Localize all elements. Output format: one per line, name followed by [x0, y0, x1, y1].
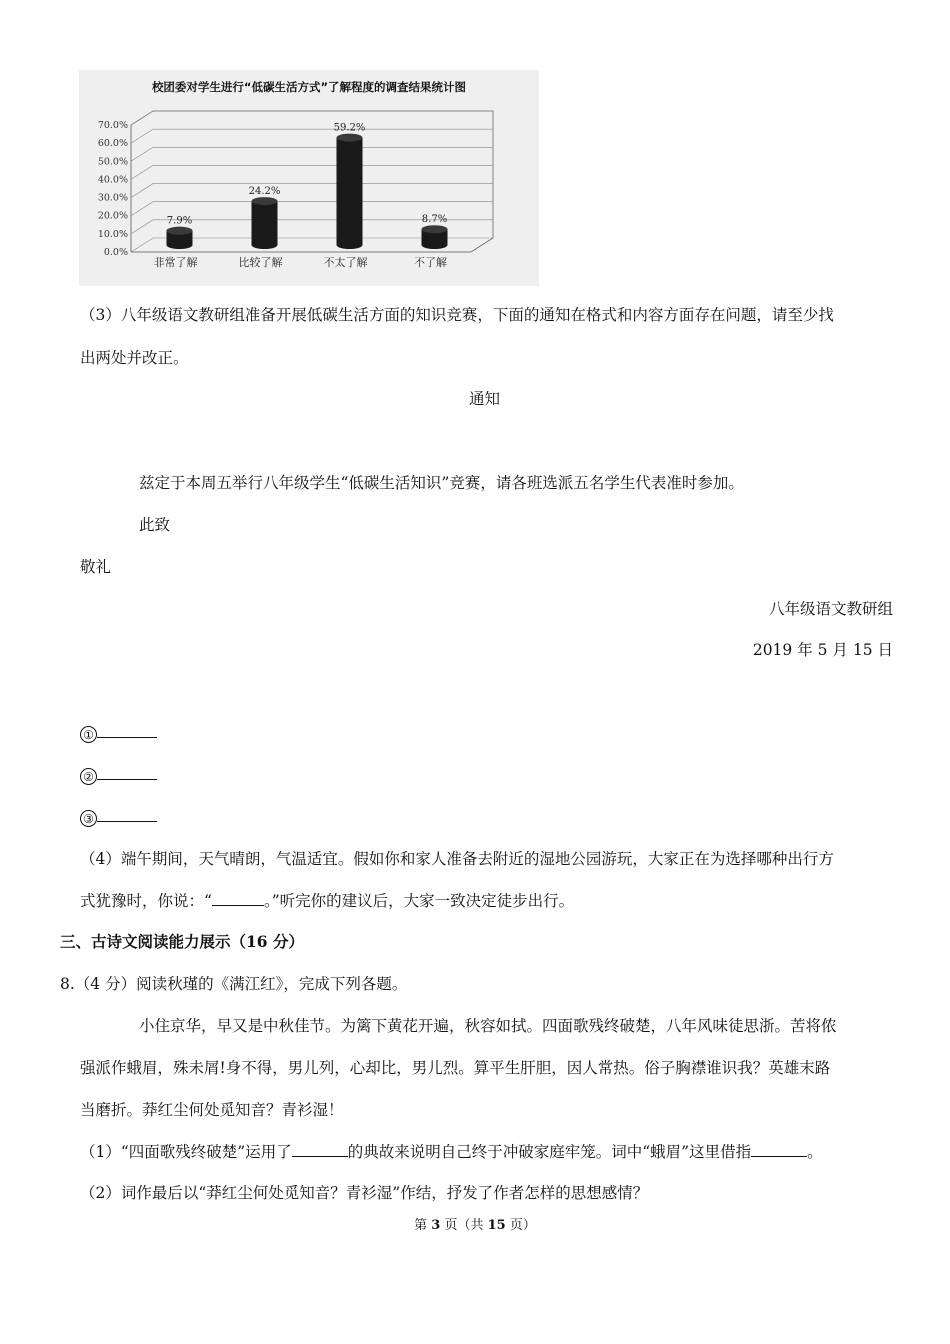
q4-line2-end: 。”听完你的建议后，大家一致决定徒步出行。	[263, 892, 575, 910]
answer-number-3: ③	[80, 810, 97, 827]
notice-body: 兹定于本周五举行八年级学生“低碳生活知识”竞赛，请各班选派五名学生代表准时参加。	[139, 474, 744, 492]
footer-prefix: 第	[414, 1218, 432, 1233]
poem-line-1: 小住京华，早又是中秋佳节。为篱下黄花开遍，秋容如拭。四面歌残终破楚，八年风味徒思浙。苦将侬	[139, 1017, 837, 1035]
answer-line-2	[80, 764, 157, 785]
bar-cap	[167, 227, 193, 235]
y-tick-label: 70.0%	[97, 120, 128, 131]
answer-line-3	[80, 806, 157, 827]
notice-closing-2: 敬礼	[80, 558, 112, 576]
section-3-heading: 三、古诗文阅读能力展示（16 分）	[60, 932, 304, 951]
answer-number-1: ①	[80, 726, 97, 743]
notice-signer: 八年级语文教研组	[768, 600, 893, 618]
bar-cap	[252, 197, 278, 205]
q8-sub2: （2）词作最后以“莽红尘何处觅知音？青衫湿”作结，抒发了作者怎样的思想感情？	[80, 1184, 649, 1202]
answer-line-1	[80, 722, 157, 743]
bar-value-label: 24.2%	[248, 186, 281, 198]
q4-line2	[80, 890, 574, 911]
q3-line1: （3）八年级语文教研组准备开展低碳生活方面的知识竞赛，下面的通知在格式和内容方面存在问题，请至少找	[80, 306, 834, 324]
gridline	[131, 184, 493, 198]
gridline	[131, 147, 493, 161]
bar-base	[422, 241, 448, 249]
bar-base	[252, 241, 278, 249]
q3-line2: 出两处并改正。	[80, 349, 189, 367]
q8-blank-2[interactable]	[751, 1141, 807, 1157]
bar-base	[337, 241, 363, 249]
bar-value-label: 7.9%	[166, 215, 193, 227]
chart-svg	[79, 70, 539, 286]
q8-stem: 8.（4 分）阅读秋瑾的《满江红》，完成下列各题。	[60, 975, 408, 993]
q8-blank-1[interactable]	[292, 1141, 348, 1157]
bar	[337, 138, 363, 245]
bar-cap	[422, 225, 448, 233]
y-tick-label: 40.0%	[97, 174, 128, 186]
y-tick-label: 20.0%	[97, 210, 128, 222]
x-category-label: 不了解	[414, 256, 447, 269]
y-tick-label: 30.0%	[97, 192, 128, 204]
q4-line2-start: 式犹豫时，你说：“	[80, 892, 212, 910]
notice-closing-1: 此致	[139, 516, 171, 534]
y-tick-label: 0.0%	[103, 247, 128, 258]
q4-line1: （4）端午期间，天气晴朗，气温适宜。假如你和家人准备去附近的湿地公园游玩，大家正在为选择哪种出行方	[80, 850, 834, 868]
y-tick-label: 50.0%	[97, 156, 128, 168]
chart-title: 校团委对学生进行“低碳生活方式”了解程度的调查结果统计图	[151, 80, 467, 94]
answer-blank-1[interactable]	[97, 722, 157, 738]
footer-page-number: 3	[431, 1218, 441, 1233]
answer-number-2: ②	[80, 768, 97, 785]
x-category-label: 不太了解	[323, 256, 368, 269]
bar-value-label: 8.7%	[421, 214, 448, 226]
poem-line-3: 当磨折。莽红尘何处觅知音？青衫湿！	[80, 1101, 344, 1119]
q4-answer-blank[interactable]	[212, 890, 264, 906]
footer-middle: 页（共	[440, 1218, 488, 1233]
footer-suffix: 页）	[505, 1218, 536, 1233]
gridline	[131, 165, 493, 179]
survey-chart	[79, 70, 539, 286]
answer-blank-3[interactable]	[97, 806, 157, 822]
q8-sub1	[80, 1141, 823, 1162]
bar-base	[167, 241, 193, 249]
footer-total-pages: 15	[487, 1218, 506, 1233]
q8-sub1-middle: 的典故来说明自己终于冲破家庭牢笼。词中“蛾眉”这里借指	[347, 1143, 752, 1161]
gridline	[131, 111, 493, 125]
q8-sub1-start: （1）“四面歌残终破楚”运用了	[80, 1143, 292, 1161]
notice-title: 通知	[469, 390, 501, 408]
notice-date: 2019 年 5 月 15 日	[752, 641, 893, 659]
page-footer	[0, 1216, 950, 1236]
gridline	[131, 129, 493, 143]
y-tick-label: 60.0%	[97, 138, 128, 150]
x-category-label: 非常了解	[153, 256, 198, 269]
y-tick-label: 10.0%	[97, 228, 128, 240]
x-category-label: 比较了解	[238, 256, 283, 269]
poem-line-2: 强派作蛾眉，殊未屑!身不得，男儿列，心却比，男儿烈。算平生肝胆，因人常热。俗子胸襟谁识我？英雄末路	[80, 1059, 831, 1077]
bar-value-label: 59.2%	[333, 122, 366, 134]
bar-cap	[337, 134, 363, 142]
bar	[252, 201, 278, 245]
q8-sub1-end: 。	[807, 1143, 823, 1161]
answer-blank-2[interactable]	[97, 764, 157, 780]
